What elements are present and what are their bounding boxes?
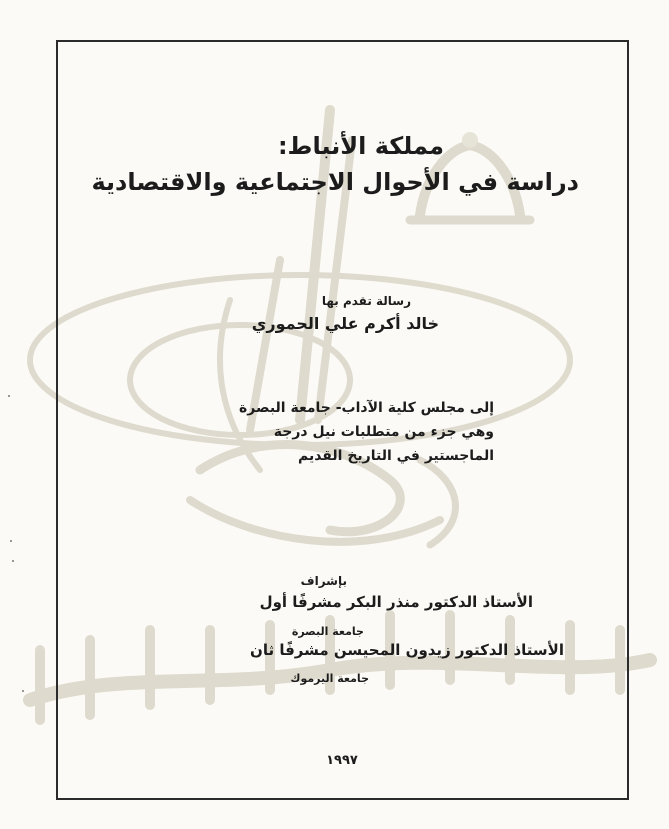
scan-speck xyxy=(12,560,14,562)
scan-speck xyxy=(8,395,10,397)
supervisor-2: الأستاذ الدكتور زيدون المحيسن مشرفًا ثان xyxy=(250,641,564,659)
presented-by-label: رسالة تقدم بها xyxy=(321,294,411,308)
council-line-1: إلى مجلس كلية الآداب- جامعة البصرة xyxy=(239,400,494,416)
author-name: خالد أكرم علي الحموري xyxy=(251,314,439,333)
supervisor-1-university: جامعة البصرة xyxy=(291,625,364,638)
title-line-1: مملكة الأنباط: xyxy=(277,132,444,160)
scan-speck xyxy=(10,540,12,542)
scan-speck xyxy=(22,690,24,692)
year: ١٩٩٧ xyxy=(326,753,358,768)
council-statement xyxy=(174,396,494,468)
supervisor-1: الأستاذ الدكتور منذر البكر مشرفًا أول xyxy=(259,593,533,611)
council-line-3: الماجستير في التاريخ القديم xyxy=(297,448,494,464)
council-line-2: وهي جزء من متطلبات نيل درجة xyxy=(273,424,494,440)
supervisor-2-university: جامعة اليرموك xyxy=(290,672,369,685)
title-line-2: دراسة في الأحوال الاجتماعية والاقتصادية xyxy=(91,168,579,196)
supervision-label: بإشراف xyxy=(300,574,347,588)
